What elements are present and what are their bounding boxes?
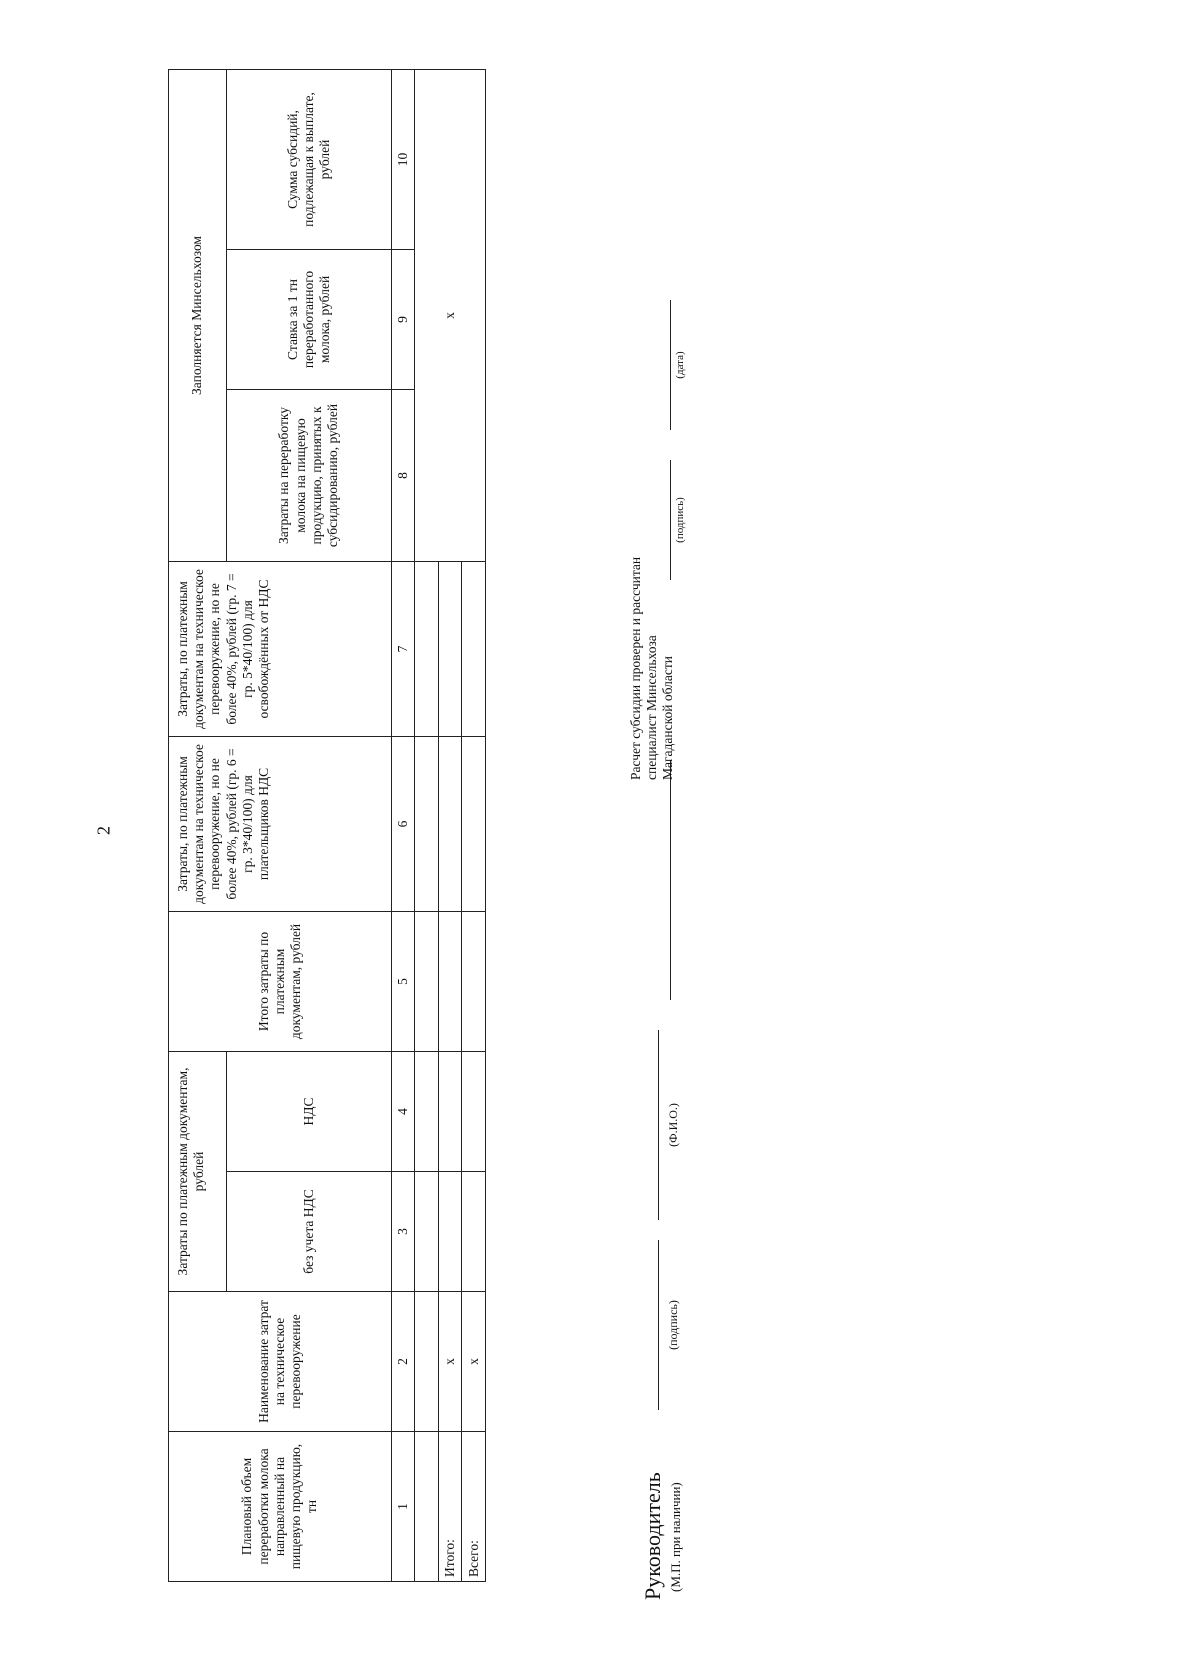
specialist-line-1: Расчет субсидии проверен и рассчитан [628,556,643,780]
signature-line[interactable] [658,1240,659,1410]
header-col-9: Ставка за 1 тн переработанного молока, рублей [226,249,391,389]
stamp-note: (М.П. при наличии) [668,1482,683,1592]
header-col-10: Сумма субсидий, подлежащая к выплате, рублей [226,69,391,249]
table-cell[interactable] [462,736,486,911]
table-cell[interactable] [462,561,486,736]
manager-title: Руководитель [640,1472,665,1600]
vsego-label: Всего: [462,1432,486,1582]
column-number: 4 [391,1051,415,1171]
column-number: 9 [391,249,415,389]
specialist-signature-block [628,260,688,780]
column-number-row [391,69,415,1581]
table-cell[interactable] [438,1051,462,1171]
ministry-x-cell: х [415,69,486,561]
header-col-8: Затраты на переработку молока на пищевую продукцию, принятых к субсидированию, рублей [226,389,391,561]
table-cell[interactable] [415,1292,439,1432]
itogo-label: Итого: [438,1432,462,1582]
itogo-x-mark: х [438,1292,462,1432]
date-line[interactable] [670,300,671,430]
subsidy-table-container [168,70,486,1582]
header-group-payments: Затраты по платежным документам, рублей [169,1051,227,1291]
table-cell[interactable] [415,736,439,911]
column-number: 10 [391,69,415,249]
date-label: (дата) [674,351,686,379]
fio-label: (Ф.И.О.) [666,1103,680,1147]
extra-line [670,760,671,1000]
specialist-line-2: специалист Минсельхоза [643,635,659,780]
header-row-1 [169,69,227,1581]
manager-signature-block [640,780,700,1600]
page-number: 2 [93,826,114,835]
header-col-6: Затраты, по платежным документам на техническое перевооружение, но не более 40%, рублей (гр. 6 = гр. 3*40/100) для плательщиков НДС [169,736,392,911]
table-cell[interactable] [415,911,439,1051]
table-cell[interactable] [438,561,462,736]
column-number: 1 [391,1432,415,1582]
vsego-x-mark: х [462,1292,486,1432]
subsidy-table [168,69,486,1582]
header-col-4: НДС [226,1051,391,1171]
table-cell[interactable] [415,561,439,736]
specialist-signature-label: (подпись) [674,497,686,543]
column-number: 3 [391,1172,415,1292]
column-number: 7 [391,561,415,736]
header-col-3: без учета НДС [226,1172,391,1292]
table-cell[interactable] [438,1172,462,1292]
header-col-5: Итого затраты по платежным документам, рублей [169,911,392,1051]
table-cell[interactable] [462,1172,486,1292]
table-cell[interactable] [438,736,462,911]
table-cell[interactable] [415,1432,439,1582]
table-cell[interactable] [462,1051,486,1171]
column-number: 5 [391,911,415,1051]
column-number: 6 [391,736,415,911]
header-group-ministry: Заполняется Минсельхозом [169,69,227,561]
table-cell[interactable] [438,911,462,1051]
specialist-signature-line[interactable] [670,460,671,580]
table-cell[interactable] [415,1051,439,1171]
header-col-7: Затраты, по платежным документам на техническое перевооружение, но не более 40%, рублей (гр. 7 = гр. 5*40/100) для освобождённых от НДС [169,561,392,736]
fio-line[interactable] [658,1030,659,1220]
specialist-text [628,557,676,780]
table-cell[interactable] [462,911,486,1051]
header-col-1: Плановый объем переработки молока направленный на пищевую продукцию, тн [169,1432,392,1582]
data-row [415,69,439,1581]
table-cell[interactable] [415,1172,439,1292]
column-number: 8 [391,389,415,561]
header-col-2: Наименование затрат на техническое перевооружение [169,1292,392,1432]
signature-label: (подпись) [666,1300,680,1350]
specialist-line-3: Магаданской области [659,656,675,780]
column-number: 2 [391,1292,415,1432]
